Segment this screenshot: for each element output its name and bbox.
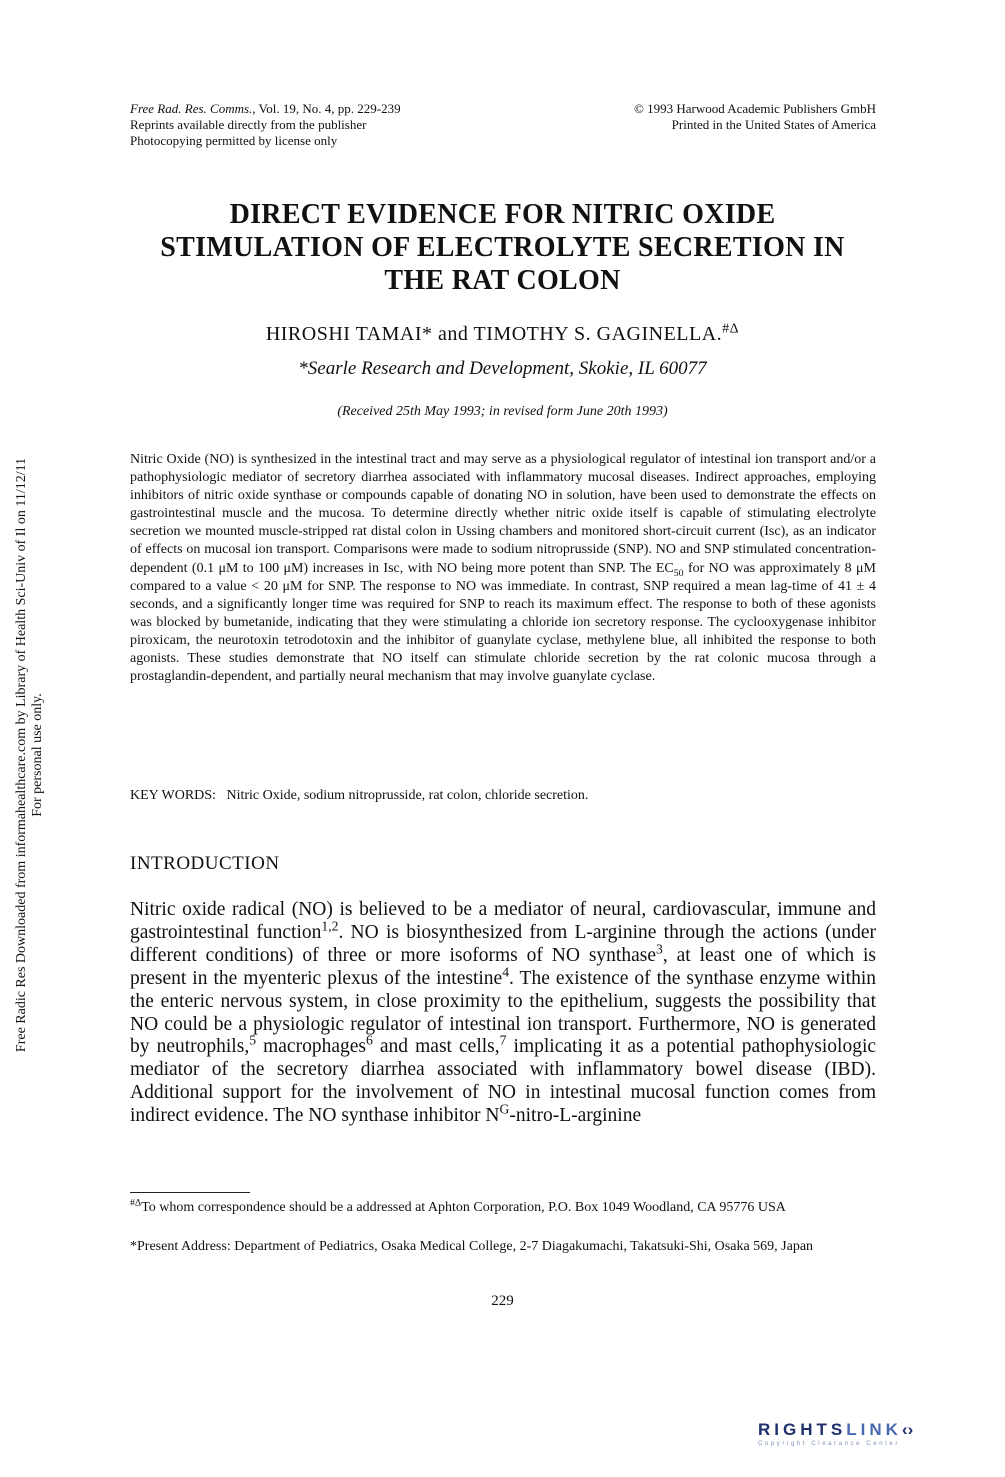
header-left — [130, 101, 550, 149]
keywords — [130, 788, 876, 804]
footnote-correspondence: $^{\#\Delta}$To whom correspondence should be a addressed at Aphton Corporation, P.O. Box 1049 Woodland, CA 95776 USA — [130, 1197, 786, 1215]
printed-note: Printed in the United States of America — [671, 117, 876, 132]
rightslink-logo[interactable]: RIGHTSLINK‹› Copyright Clearance Center — [758, 1420, 988, 1458]
title-line-1: DIRECT EVIDENCE FOR NITRIC OXIDE — [229, 199, 776, 230]
title-line-3: THE RAT COLON — [384, 265, 621, 296]
section-title: INTRODUCTION — [130, 853, 280, 874]
footnote-divider — [130, 1192, 250, 1193]
photocopying-note: Photocopying permitted by license only — [130, 133, 338, 148]
received-dates: (Received 25th May 1993; in revised form June 20th 1993) — [337, 404, 668, 419]
journal-citation: Free Rad. Res. Comms., Vol. 19, No. 4, pp. 229-239 — [130, 101, 401, 116]
introduction-text: Nitric oxide radical (NO) is believed to be a mediator of neural, cardiovascular, immune and gastrointestinal function$^{1,2}$. NO is biosynthesized from L-arginine through the actions (under different conditions) of three or more isoforms of NO synthase$^3$, at least one of which is present in the myenteric plexus of the intestine$^4$. The existence of the synthase enzyme within the enteric nervous system, in close proximity to the epithelium, suggests the possibility that NO could be a physiologic regulator of intestinal ion transport. Furthermore, NO is generated by neutrophils,$^5$ macrophages$^6$ and mast cells,$^7$ implicating it as a potential pathophysiologic mediator of the secretory diarrhea associated with inflammatory bowel disease (IBD). Additional support for the involvement of NO in intestinal mucosal function comes from indirect evidence. The NO synthase inhibitor $N^G-nitro-L$-arginine — [130, 899, 877, 1127]
paper-title — [100, 198, 905, 297]
abstract: Nitric Oxide (NO) is synthesized in the intestinal tract and may serve as a physiological regulator of intestinal ion transport and/or a pathophysiologic mediator of secretory diarrhea associated with inflammatory mucosal diseases. Indirect approaches, employing inhibitors of nitric oxide synthase or compounds capable of donating NO in solution, have been used to demonstrate the effects on gastrointestinal muscle and the mucosa. To determine directly whether nitric oxide itself is capable of stimulating electrolyte secretion we mounted muscle-stripped rat distal colon in Ussing chambers and monitored short-circuit current (Isc), as an indicator of effects on mucosal ion transport. Comparisons were made to sodium nitroprusside (SNP). NO and SNP stimulated concentration-dependent (0.1 μM to 100 μM) increases in Isc, with NO being more potent than SNP. The $EC_{50}$ for NO was approximately 8 μM compared to a value < 20 μM for SNP. The response to NO was immediate. In contrast, SNP required a mean lag-time of 41 ± 4 seconds, and a significantly longer time was required for SNP to reach its maximum effect. The response to both of these agonists was blocked by bumetanide, indicating that they were stimulating a chloride ion secretory response. The cyclooxygenase inhibitor piroxicam, the neurotoxin tetrodotoxin and the inhibitor of guanylate cyclase, methylene blue, all inhibited the response to both agonists. These studies demonstrate that NO itself can stimulate chloride secretion by the rat colonic mucosa through a prostaglandin-dependent, and partially neural mechanism that may involve guanylate cyclase. — [130, 452, 877, 685]
keywords-text: Nitric Oxide, sodium nitroprusside, rat colon, chloride secretion. — [226, 788, 589, 803]
footnote-present-address: *Present Address: Department of Pediatrics, Osaka Medical College, 2-7 Diagakumachi, Takatsuki-Shi, Osaka 569, Japan — [130, 1239, 814, 1254]
download-watermark — [14, 405, 46, 1105]
affiliation: *Searle Research and Development, Skokie, IL 60077 — [298, 358, 707, 379]
author-marks: #Δ — [722, 321, 740, 337]
rightslink-arrows-icon: ‹› — [901, 1420, 914, 1439]
rightslink-subtitle: Copyright Clearance Center — [758, 1441, 900, 1447]
watermark-line-1: Free Radic Res Downloaded from informahealthcare.com by Library of Health Sci-Univ of Il on 11/12/11 — [14, 457, 29, 1053]
keywords-label: KEY WORDS: — [130, 788, 216, 803]
header-right — [560, 101, 876, 133]
copyright-note: © 1993 Harwood Academic Publishers GmbH — [633, 101, 876, 116]
reprints-note: Reprints available directly from the publisher — [130, 117, 367, 132]
page-number: 229 — [491, 1293, 514, 1309]
watermark-line-2: For personal use only. — [30, 693, 45, 817]
authors: HIROSHI TAMAI* and TIMOTHY S. GAGINELLA.$^{\#\Delta}$ — [265, 321, 740, 345]
title-line-2: STIMULATION OF ELECTROLYTE SECRETION IN — [160, 232, 845, 263]
